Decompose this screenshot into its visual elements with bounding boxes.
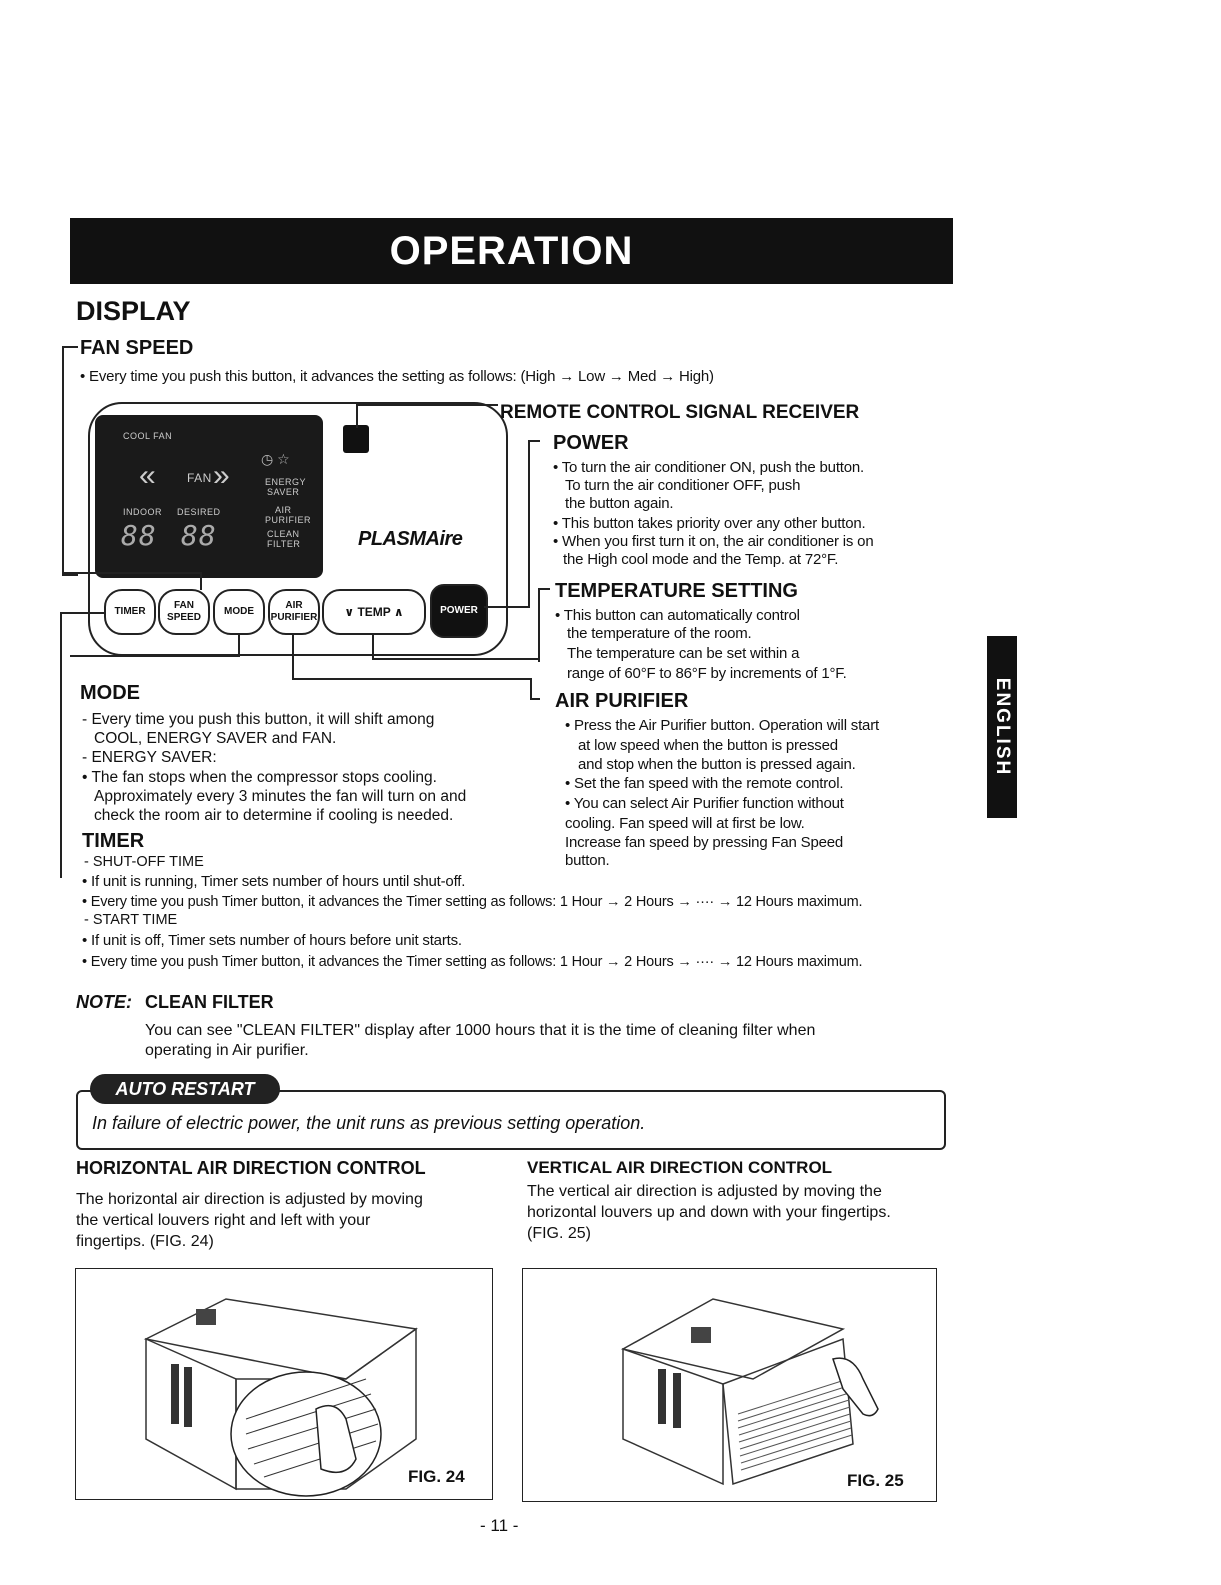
fig-25-frame [522,1268,937,1502]
temp-button-label: ∨ TEMP ∧ [344,605,404,619]
page-banner: OPERATION [70,218,953,284]
horizontal-line-2: the vertical louvers right and left with your [76,1212,371,1229]
fan-swirl-left-icon: « [139,459,156,492]
timer-button[interactable] [104,589,156,635]
leader-line-receiver-v [356,404,358,428]
timer-line-6: • Every time you push Timer button, it advances the Timer setting as follows: 1 Hour → 2 Hours → ···· → 12 Hours maximum. [82,953,862,971]
note-line-1: You can see "CLEAN FILTER" display after 1000 hours that it is the time of cleaning filter when [145,1022,816,1039]
temperature-line-4: range of 60°F to 86°F by increments of 1°F. [567,665,847,682]
lcd-saver-label: SAVER [267,487,300,497]
lcd-filter-label: FILTER [267,539,301,549]
lcd-clean-label: CLEAN [267,529,300,539]
vertical-title: VERTICAL AIR DIRECTION CONTROL [527,1158,833,1177]
purifier-button-label: PURIFIER [270,612,318,623]
power-line-6: the High cool mode and the Temp. at 72°F. [563,551,839,568]
display-heading: DISPLAY [76,296,191,326]
auto-restart-text: In failure of electric power, the unit runs as previous setting operation. [92,1113,646,1133]
leader-line-air-v [292,633,294,679]
lcd-cool-fan-label: COOL FAN [123,431,173,441]
leader-line-temp-v [372,633,374,659]
air-purifier-title: AIR PURIFIER [555,690,689,712]
lcd-fan-label: FAN [187,471,212,485]
mode-title: MODE [80,682,140,704]
air-purifier-line-6: cooling. Fan speed will at first be low. [565,815,805,832]
lcd-desired-digits: 88 [181,519,217,552]
power-button-label: POWER [440,605,478,616]
timer-line-5: • If unit is off, Timer sets number of hours before unit starts. [82,932,462,950]
fig-25-label: FIG. 25 [847,1471,904,1490]
air-purifier-line-3: and stop when the button is pressed again. [578,756,856,773]
vertical-line-1: The vertical air direction is adjusted by moving the [527,1183,882,1200]
lcd-air-label: AIR [275,505,292,515]
auto-restart-label: AUTO RESTART [90,1074,280,1104]
horizontal-title: HORIZONTAL AIR DIRECTION CONTROL [76,1158,426,1178]
timer-title: TIMER [82,830,145,852]
mode-line-5: Approximately every 3 minutes the fan will turn on and [94,788,467,805]
lcd-energy-label: ENERGY [265,477,307,487]
mode-button[interactable] [213,589,265,635]
power-line-1: • To turn the air conditioner ON, push the button. [553,459,864,477]
air-purifier-bracket [530,678,540,700]
note-label: NOTE: [76,992,132,1012]
leader-line-fan-v [200,572,202,590]
temperature-line-2: the temperature of the room. [567,625,752,642]
temperature-title: TEMPERATURE SETTING [555,580,798,602]
plasmaire-logo: PLASMAire [358,528,463,550]
air-purifier-line-1: • Press the Air Purifier button. Operation will start [565,717,879,735]
air-purifier-line-4: • Set the fan speed with the remote control. [565,775,843,793]
air-purifier-line-2: at low speed when the button is pressed [578,737,838,754]
mode-line-4: • The fan stops when the compressor stops cooling. [82,768,437,787]
language-tab-label: ENGLISH [992,677,1014,777]
page-number: - 11 - [480,1516,519,1535]
timer-line-4: - START TIME [84,911,177,930]
note-title: CLEAN FILTER [145,992,274,1012]
power-line-4: • This button takes priority over any other button. [553,515,865,533]
fan-speed-text: • Every time you push this button, it advances the setting as follows: (High → Low → Med → High) [80,368,714,386]
vertical-line-3: (FIG. 25) [527,1225,592,1242]
temp-button[interactable] [322,589,426,635]
temperature-line-3: The temperature can be set within a [567,645,800,662]
lcd-desired-label: DESIRED [177,507,221,517]
mode-line-3: - ENERGY SAVER: [82,748,217,767]
air-purifier-line-5: • You can select Air Purifier function without [565,795,844,813]
fan-swirl-right-icon: » [213,459,230,492]
fan-button-label: FAN [174,600,194,611]
mode-button-label: MODE [224,606,254,617]
fan-speed-bracket [62,346,78,576]
leader-line-mode [70,655,240,657]
fig-24-air-conditioner-illustration [76,1269,492,1499]
air-purifier-line-7: Increase fan speed by pressing Fan Speed [565,834,844,851]
power-bracket [528,440,540,608]
horizontal-line-1: The horizontal air direction is adjusted by moving [76,1191,423,1208]
power-line-5: • When you first turn it on, the air conditioner is on [553,533,873,551]
timer-button-label: TIMER [114,606,146,617]
remote-receiver-title: REMOTE CONTROL SIGNAL RECEIVER [500,402,860,423]
timer-bracket [60,612,76,878]
power-button[interactable] [430,584,488,638]
note-line-2: operating in Air purifier. [145,1042,309,1059]
vertical-line-2: horizontal louvers up and down with your fingertips. [527,1204,891,1221]
timer-line-1: - SHUT-OFF TIME [84,853,204,872]
leader-line-power [484,606,530,608]
mode-line-1: - Every time you push this button, it will shift among [82,710,434,729]
leader-line-fan [62,572,202,574]
power-title: POWER [553,432,629,454]
language-tab [987,636,1017,818]
leader-line-temp [372,658,540,660]
fan-speed-button[interactable] [158,589,210,635]
lcd-indoor-digits: 88 [121,519,157,552]
lcd-indoor-label: INDOOR [123,507,162,517]
air-purifier-line-8: button. [565,852,610,869]
lcd-purifier-label: PURIFIER [265,515,312,525]
remote-receiver-sensor [343,425,369,453]
leader-line-mode-v [238,633,240,657]
temp-bracket [538,588,550,662]
clock-icon: ◷ ☆ [261,451,290,467]
fig-25-air-conditioner-illustration [523,1269,936,1501]
fig-24-label: FIG. 24 [408,1467,465,1486]
fig-24-frame [75,1268,493,1500]
mode-line-6: check the room air to determine if cooling is needed. [94,807,454,824]
fan-speed-title: FAN SPEED [80,337,194,359]
timer-line-2: • If unit is running, Timer sets number of hours until shut-off. [82,873,465,891]
mode-line-2: COOL, ENERGY SAVER and FAN. [94,730,337,747]
air-purifier-button[interactable] [268,589,320,635]
leader-line-receiver [356,404,498,406]
horizontal-line-3: fingertips. (FIG. 24) [76,1233,214,1250]
temperature-line-1: • This button can automatically control [555,607,800,625]
leader-line-air [292,678,530,680]
air-button-label: AIR [285,600,303,611]
timer-line-3: • Every time you push Timer button, it advances the Timer setting as follows: 1 Hour → 2 Hours → ···· → 12 Hours maximum. [82,893,862,911]
speed-button-label: SPEED [167,612,201,623]
power-line-3: the button again. [565,495,674,512]
lcd-display [95,415,323,578]
power-line-2: To turn the air conditioner OFF, push [565,477,801,494]
